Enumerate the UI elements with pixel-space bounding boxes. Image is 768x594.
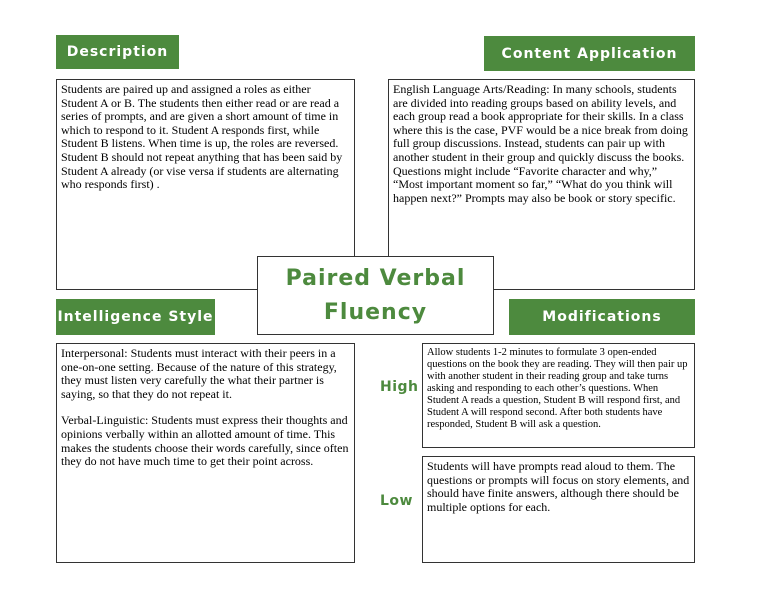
intelligence-style-para-1: Interpersonal: Students must interact with their peers in a one-on-one setting. Because of the nature of this strategy, they must listen very carefully the what their partner is saying, so that they do not repeat it. <box>61 346 337 401</box>
description-header-label: Description <box>66 44 169 60</box>
modifications-low-text: Students will have prompts read aloud to them. The questions or prompts will focus on story elements, and should have finite answers, although there should be multiple options for each. <box>427 459 690 514</box>
modifications-high-text: Allow students 1-2 minutes to formulate 3 open-ended questions on the book they are reading. They will then pair up with another student in their reading group and take turns asking and responding to each other’s questions. When Student A reads a question, Student B will respond first, and Student A will respond second. After both students have responded, Student B will ask a question. <box>427 347 688 430</box>
high-label: High <box>380 379 419 395</box>
intelligence-style-box <box>56 343 355 563</box>
content-application-text: English Language Arts/Reading: In many schools, students are divided into reading groups based on ability levels, and each group read a book appropriate for their skills. In a class where this is the case, PVF would be a nice break from doing full group discussions. Instead, students can pair up with another student in their group and quickly discuss the books. Questions might include “Favorite character and why,” “Most important moment so far,” “What do you think will happen next?” Prompts may also be book or story specific. <box>393 82 688 205</box>
low-label: Low <box>380 493 413 509</box>
intelligence-style-para-2: Verbal-Linguistic: Students must express their thoughts and opinions verbally within an allotted amount of time. This makes the students choose their words carefully, since often they do not have much time to get their point across. <box>61 413 349 469</box>
title-line-1: Paired Verbal <box>285 265 466 291</box>
content-application-header-label: Content Application <box>501 45 678 62</box>
modifications-high-box <box>422 343 695 448</box>
title-line-2: Fluency <box>323 299 428 325</box>
modifications-header <box>509 299 695 335</box>
intelligence-style-header <box>56 299 215 335</box>
modifications-header-label: Modifications <box>542 309 662 325</box>
description-header <box>56 35 179 69</box>
content-application-header <box>484 36 695 71</box>
page-title <box>257 256 494 335</box>
modifications-low-box <box>422 456 695 563</box>
description-text: Students are paired up and assigned a roles as either Student A or B. The students then either read or are read a series of prompts, and are given a short amount of time in which to respond to it. Student A responds first, while Student B listens. When time is up, the roles are reversed. Student B should not repeat anything that has been said by Student A already (or vise versa if students are alternating who responds first) . <box>61 82 343 192</box>
intelligence-style-header-label: Intelligence Style <box>57 309 214 325</box>
